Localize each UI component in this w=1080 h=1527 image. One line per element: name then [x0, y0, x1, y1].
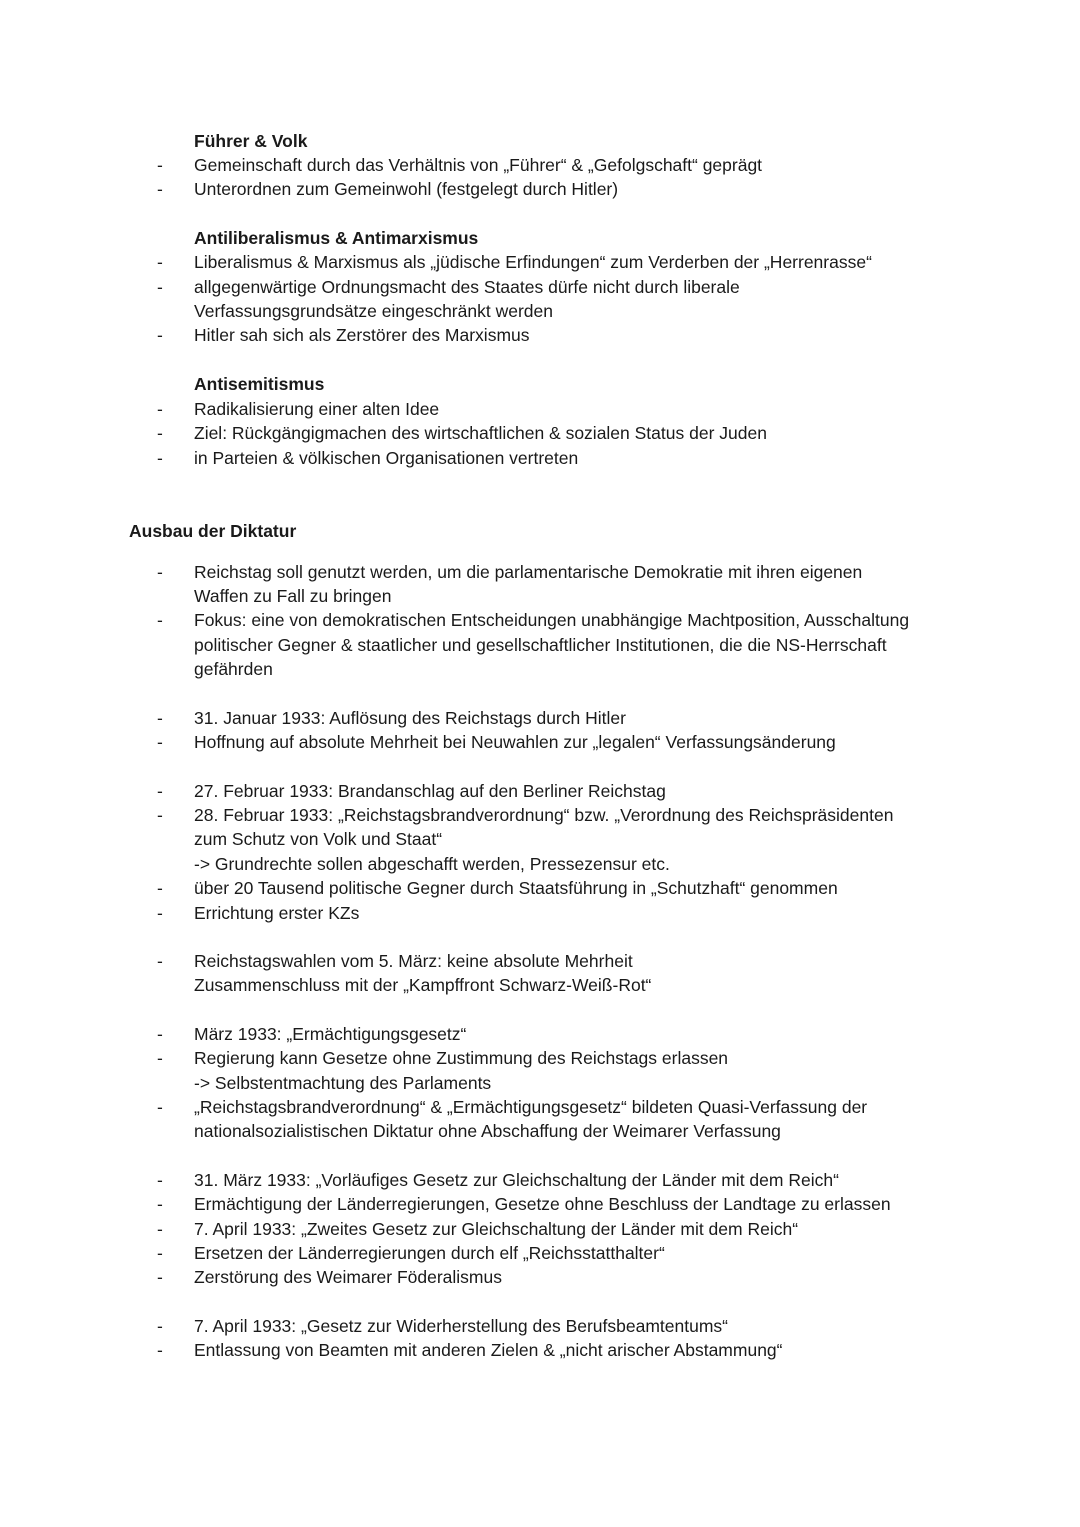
bullet-dash: -	[157, 1243, 163, 1263]
list-item-continuation: Zusammenschluss mit der „Kampffront Schwarz-Weiß-Rot“	[194, 975, 652, 995]
list-item: Radikalisierung einer alten Idee	[194, 399, 440, 419]
list-item: Ersetzen der Länderregierungen durch elf „Reichsstatthalter“	[194, 1243, 665, 1263]
bullet-dash: -	[157, 951, 163, 971]
list-item: Errichtung erster KZs	[194, 903, 360, 923]
bullet-dash: -	[157, 805, 163, 825]
bullet-dash: -	[157, 423, 163, 443]
heading-antisemitismus: Antisemitismus	[194, 374, 325, 394]
bullet-dash: -	[157, 252, 163, 272]
heading-antiliberalismus: Antiliberalismus & Antimarxismus	[194, 228, 479, 248]
bullet-dash: -	[157, 1097, 163, 1117]
list-item: Entlassung von Beamten mit anderen Zielen & „nicht arischer Abstammung“	[194, 1340, 783, 1360]
list-item: Hitler sah sich als Zerstörer des Marxismus	[194, 325, 530, 345]
list-item: Fokus: eine von demokratischen Entscheidungen unabhängige Machtposition, Ausschaltung	[194, 610, 910, 630]
list-item: 7. April 1933: „Gesetz zur Widerherstellung des Berufsbeamtentums“	[194, 1316, 728, 1336]
bullet-dash: -	[157, 878, 163, 898]
list-item-continuation: -> Selbstentmachtung des Parlaments	[194, 1073, 492, 1093]
list-item: „Reichstagsbrandverordnung“ & „Ermächtigungsgesetz“ bildeten Quasi-Verfassung der	[194, 1097, 868, 1117]
heading-fuehrer-volk: Führer & Volk	[194, 131, 308, 151]
bullet-dash: -	[157, 179, 163, 199]
bullet-dash: -	[157, 1048, 163, 1068]
list-item: Zerstörung des Weimarer Föderalismus	[194, 1267, 502, 1287]
list-item: 28. Februar 1933: „Reichstagsbrandverordnung“ bzw. „Verordnung des Reichspräsidenten	[194, 805, 894, 825]
list-item: allgegenwärtige Ordnungsmacht des Staates dürfe nicht durch liberale	[194, 277, 740, 297]
list-item-continuation: gefährden	[194, 659, 273, 679]
bullet-dash: -	[157, 781, 163, 801]
bullet-dash: -	[157, 1267, 163, 1287]
list-item: Ermächtigung der Länderregierungen, Gesetze ohne Beschluss der Landtage zu erlassen	[194, 1194, 891, 1214]
list-item-continuation: zum Schutz von Volk und Staat“	[194, 829, 443, 849]
list-item: 31. März 1933: „Vorläufiges Gesetz zur Gleichschaltung der Länder mit dem Reich“	[194, 1170, 839, 1190]
bullet-dash: -	[157, 1170, 163, 1190]
list-item: Reichstag soll genutzt werden, um die parlamentarische Demokratie mit ihren eigenen	[194, 562, 863, 582]
bullet-dash: -	[157, 448, 163, 468]
list-item: Ziel: Rückgängigmachen des wirtschaftlichen & sozialen Status der Juden	[194, 423, 767, 443]
list-item: über 20 Tausend politische Gegner durch Staatsführung in „Schutzhaft“ genommen	[194, 878, 838, 898]
bullet-dash: -	[157, 732, 163, 752]
heading-ausbau-diktatur: Ausbau der Diktatur	[129, 521, 297, 541]
bullet-dash: -	[157, 155, 163, 175]
list-item: in Parteien & völkischen Organisationen vertreten	[194, 448, 579, 468]
list-item: März 1933: „Ermächtigungsgesetz“	[194, 1024, 467, 1044]
list-item: 31. Januar 1933: Auflösung des Reichstags durch Hitler	[194, 708, 626, 728]
bullet-dash: -	[157, 1024, 163, 1044]
bullet-dash: -	[157, 277, 163, 297]
bullet-dash: -	[157, 610, 163, 630]
list-item: Unterordnen zum Gemeinwohl (festgelegt durch Hitler)	[194, 179, 619, 199]
bullet-dash: -	[157, 1219, 163, 1239]
bullet-dash: -	[157, 399, 163, 419]
bullet-dash: -	[157, 1340, 163, 1360]
list-item: Liberalismus & Marxismus als „jüdische Erfindungen“ zum Verderben der „Herrenrasse“	[194, 252, 872, 272]
bullet-dash: -	[157, 325, 163, 345]
list-item-continuation: -> Grundrechte sollen abgeschafft werden, Pressezensur etc.	[194, 854, 670, 874]
list-item: Reichstagswahlen vom 5. März: keine absolute Mehrheit	[194, 951, 633, 971]
list-item-continuation: Verfassungsgrundsätze eingeschränkt werden	[194, 301, 553, 321]
bullet-dash: -	[157, 1194, 163, 1214]
list-item: 27. Februar 1933: Brandanschlag auf den Berliner Reichstag	[194, 781, 666, 801]
bullet-dash: -	[157, 903, 163, 923]
bullet-dash: -	[157, 708, 163, 728]
list-item: 7. April 1933: „Zweites Gesetz zur Gleichschaltung der Länder mit dem Reich“	[194, 1219, 799, 1239]
list-item-continuation: nationalsozialistischen Diktatur ohne Abschaffung der Weimarer Verfassung	[194, 1121, 781, 1141]
list-item: Regierung kann Gesetze ohne Zustimmung des Reichstags erlassen	[194, 1048, 729, 1068]
bullet-dash: -	[157, 562, 163, 582]
list-item-continuation: politischer Gegner & staatlicher und gesellschaftlicher Institutionen, die die NS-Herrschaft	[194, 635, 887, 655]
list-item: Gemeinschaft durch das Verhältnis von „Führer“ & „Gefolgschaft“ geprägt	[194, 155, 763, 175]
bullet-dash: -	[157, 1316, 163, 1336]
list-item: Hoffnung auf absolute Mehrheit bei Neuwahlen zur „legalen“ Verfassungsänderung	[194, 732, 836, 752]
list-item-continuation: Waffen zu Fall zu bringen	[194, 586, 392, 606]
